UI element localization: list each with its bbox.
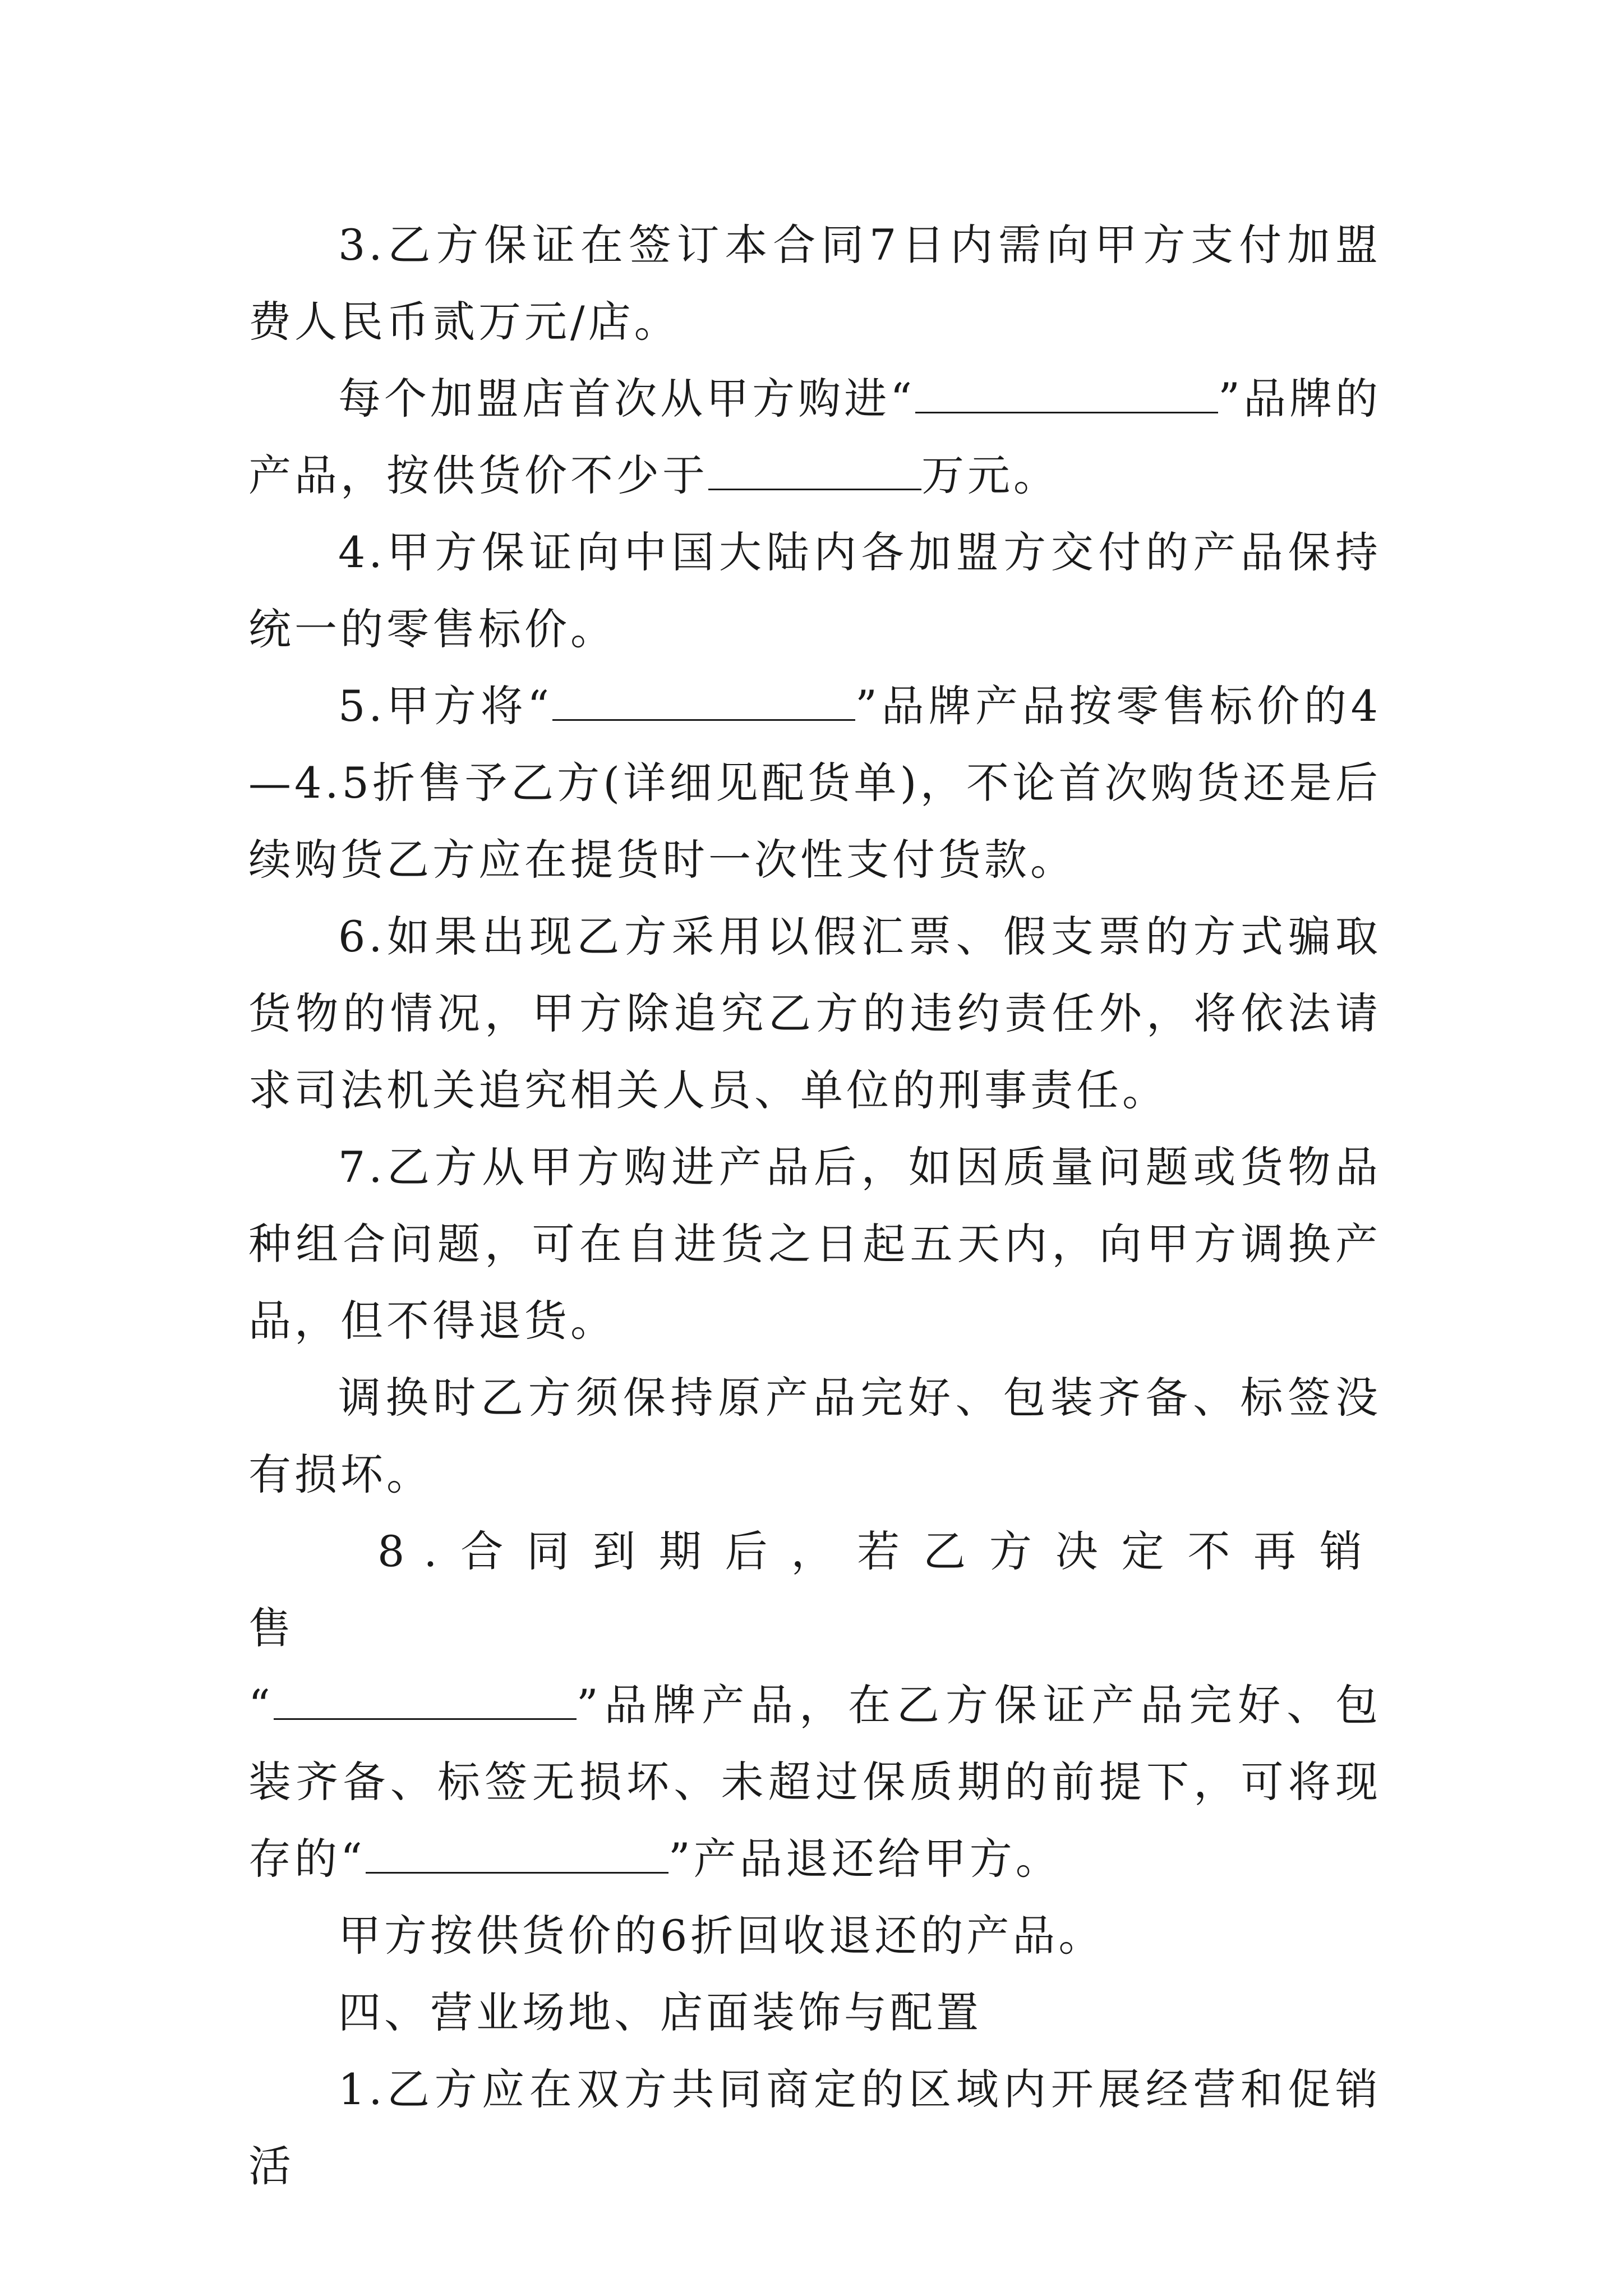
brand-name-blank[interactable] xyxy=(274,1683,577,1720)
clause-3-purchase-after: 万元。 xyxy=(921,450,1059,500)
clause-8-body xyxy=(248,1667,1381,1897)
clause-5 xyxy=(248,668,1381,898)
clause-8-line1: 8.合同到期后，若乙方决定不再销售 xyxy=(248,1526,1381,1653)
brand-name-blank[interactable] xyxy=(552,684,855,721)
clause-3-purchase xyxy=(248,360,1381,514)
clause-8-open-quote-2: “ xyxy=(340,1834,366,1884)
document-page xyxy=(248,206,1381,2205)
clause-7: 7.乙方从甲方购进产品后，如因质量问题或货物品种组合问题，可在自进货之日起五天内，向甲方调换产品，但不得退货。 xyxy=(248,1142,1381,1346)
section-4-heading: 四、营业场地、店面装饰与配置 xyxy=(338,1987,982,2037)
clause-8-open-quote-1: “ xyxy=(248,1680,274,1730)
clause-5-after: ”品牌产品按零售标价的4—4.5折售予乙方(详细见配货单)，不论首次购货还是后续购货乙方应在提货时一次性支付货款。 xyxy=(248,681,1381,885)
clause-3-purchase-mid: ”品牌的产品，按供货价不少于 xyxy=(248,374,1381,500)
clause-8-mid: ”品牌产品，在乙方保证产品完好、包装齐备、标签无损坏、未超过保质期的前提下，可将现存的 xyxy=(248,1680,1381,1884)
clause-3: 3.乙方保证在签订本合同7日内需向甲方支付加盟费人民币贰万元/店。 xyxy=(248,220,1381,347)
clause-6: 6.如果出现乙方采用以假汇票、假支票的方式骗取货物的情况，甲方除追究乙方的违约责任外，将依法请求司法机关追究相关人员、单位的刑事责任。 xyxy=(248,912,1381,1115)
section-4-clause-1: 1.乙方应在双方共同商定的区域内开展经营和促销活 xyxy=(248,2064,1381,2191)
clause-7-exchange: 调换时乙方须保持原产品完好、包装齐备、标签没有损坏。 xyxy=(248,1373,1381,1499)
clause-5-before: 5.甲方将“ xyxy=(338,681,553,731)
clause-4: 4.甲方保证向中国大陆内各加盟方交付的产品保持统一的零售标价。 xyxy=(248,527,1381,654)
clause-8-after: ”产品退还给甲方。 xyxy=(668,1834,1062,1884)
brand-name-blank[interactable] xyxy=(366,1837,668,1874)
amount-blank[interactable] xyxy=(708,454,921,490)
brand-name-blank[interactable] xyxy=(915,377,1218,413)
clause-8-buyback: 甲方按供货价的6折回收退还的产品。 xyxy=(338,1911,1105,1961)
clause-3-purchase-before: 每个加盟店首次从甲方购进“ xyxy=(338,374,916,424)
